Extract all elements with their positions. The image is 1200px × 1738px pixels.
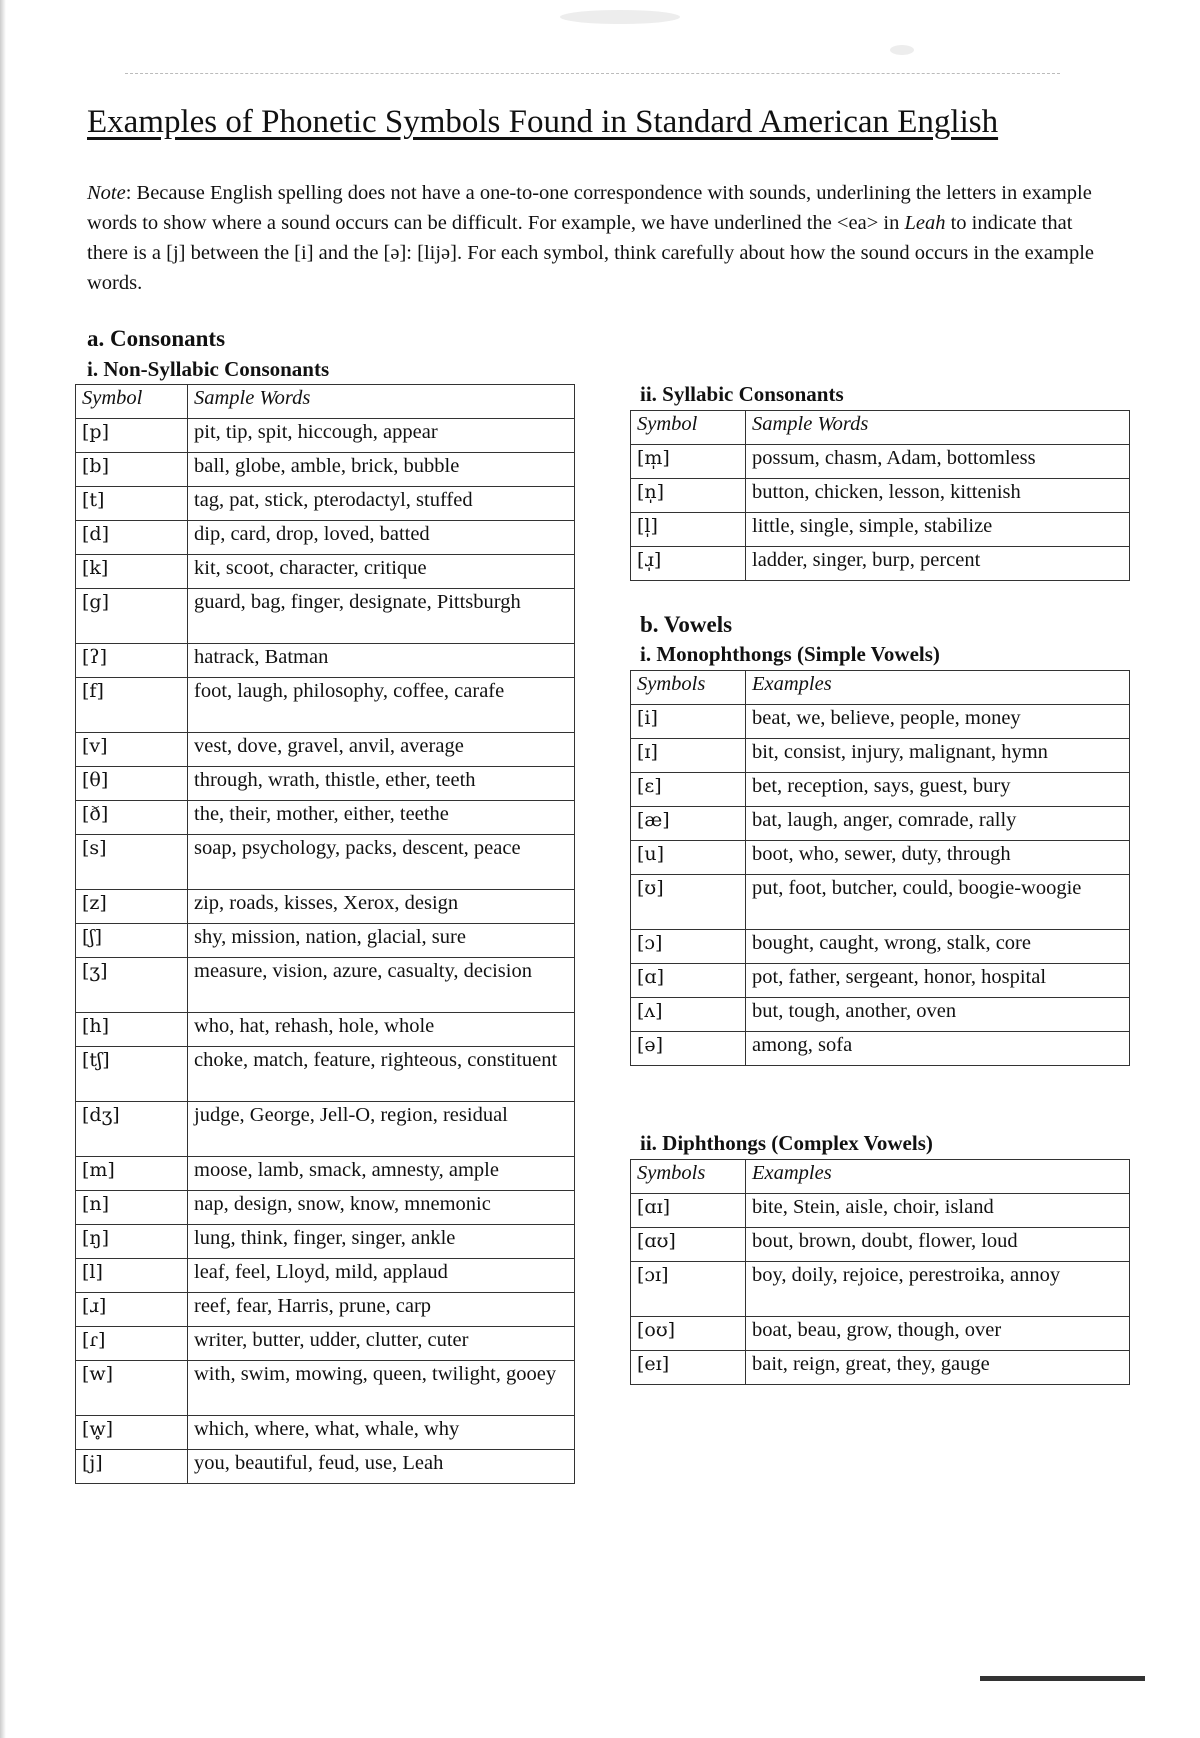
phonetic-symbol: [s] bbox=[76, 835, 188, 890]
column-header-words: Examples bbox=[746, 1160, 1130, 1194]
column-header-symbol: Symbols bbox=[631, 1160, 746, 1194]
phonetic-symbol: [dʒ] bbox=[76, 1102, 188, 1157]
column-header-words: Sample Words bbox=[188, 385, 575, 419]
table-row bbox=[76, 1361, 575, 1416]
table-row bbox=[76, 1416, 575, 1450]
phonetic-symbol: [ɹ] bbox=[76, 1293, 188, 1327]
phonetic-symbol: [ʌ] bbox=[631, 998, 746, 1032]
monophthongs-heading: i. Monophthongs (Simple Vowels) bbox=[640, 642, 940, 666]
table-row bbox=[76, 1327, 575, 1361]
scan-speck bbox=[890, 45, 914, 55]
phonetic-symbol: [l̩] bbox=[631, 513, 746, 547]
table-row bbox=[76, 1259, 575, 1293]
phonetic-symbol: [v] bbox=[76, 733, 188, 767]
phonetic-symbol: [ə] bbox=[631, 1032, 746, 1066]
sample-words: foot, laugh, philosophy, coffee, carafe bbox=[188, 678, 575, 733]
sample-words: leaf, feel, Lloyd, mild, applaud bbox=[188, 1259, 575, 1293]
sample-words: beat, we, believe, people, money bbox=[746, 705, 1130, 739]
phonetic-symbol: [l] bbox=[76, 1259, 188, 1293]
sample-words: bout, brown, doubt, flower, loud bbox=[746, 1228, 1130, 1262]
sample-words: lung, think, finger, singer, ankle bbox=[188, 1225, 575, 1259]
table-row bbox=[631, 705, 1130, 739]
diphthongs-heading: ii. Diphthongs (Complex Vowels) bbox=[640, 1131, 933, 1155]
sample-words: ladder, singer, burp, percent bbox=[746, 547, 1130, 581]
table-row bbox=[631, 479, 1130, 513]
sample-words: possum, chasm, Adam, bottomless bbox=[746, 445, 1130, 479]
syllabic-table bbox=[630, 410, 1130, 581]
sample-words: zip, roads, kisses, Xerox, design bbox=[188, 890, 575, 924]
sample-words: nap, design, snow, know, mnemonic bbox=[188, 1191, 575, 1225]
monophthongs-table bbox=[630, 670, 1130, 1066]
phonetic-symbol: [ɛ] bbox=[631, 773, 746, 807]
table-row bbox=[76, 767, 575, 801]
phonetic-symbol: [θ] bbox=[76, 767, 188, 801]
table-row bbox=[631, 998, 1130, 1032]
header-rule bbox=[125, 73, 1060, 74]
sample-words: with, swim, mowing, queen, twilight, gooey bbox=[188, 1361, 575, 1416]
note-word: Leah bbox=[904, 212, 946, 234]
non-syllabic-heading: i. Non-Syllabic Consonants bbox=[87, 357, 330, 381]
table-row bbox=[76, 419, 575, 453]
phonetic-symbol: [j] bbox=[76, 1450, 188, 1484]
table-row bbox=[76, 1225, 575, 1259]
sample-words: bat, laugh, anger, comrade, rally bbox=[746, 807, 1130, 841]
sample-words: pit, tip, spit, hiccough, appear bbox=[188, 419, 575, 453]
sample-words: choke, match, feature, righteous, constituent bbox=[188, 1047, 575, 1102]
table-row bbox=[76, 1450, 575, 1484]
phonetic-symbol: [æ] bbox=[631, 807, 746, 841]
table-row bbox=[76, 1047, 575, 1102]
phonetic-symbol: [ɑ] bbox=[631, 964, 746, 998]
table-row bbox=[76, 453, 575, 487]
sample-words: hatrack, Batman bbox=[188, 644, 575, 678]
table-row bbox=[76, 1157, 575, 1191]
table-row bbox=[631, 964, 1130, 998]
phonetic-symbol: [f] bbox=[76, 678, 188, 733]
phonetic-symbol: [ɪ] bbox=[631, 739, 746, 773]
sample-words: bait, reign, great, they, gauge bbox=[746, 1351, 1130, 1385]
table-row bbox=[631, 513, 1130, 547]
table-row bbox=[631, 1317, 1130, 1351]
sample-words: bit, consist, injury, malignant, hymn bbox=[746, 739, 1130, 773]
phonetic-symbol: [ɾ] bbox=[76, 1327, 188, 1361]
table-row bbox=[631, 841, 1130, 875]
phonetic-symbol: [ʔ] bbox=[76, 644, 188, 678]
sample-words: shy, mission, nation, glacial, sure bbox=[188, 924, 575, 958]
sample-words: dip, card, drop, loved, batted bbox=[188, 521, 575, 555]
sample-words: through, wrath, thistle, ether, teeth bbox=[188, 767, 575, 801]
sample-words: you, beautiful, feud, use, Leah bbox=[188, 1450, 575, 1484]
syllabic-heading: ii. Syllabic Consonants bbox=[640, 382, 844, 406]
table-row bbox=[76, 1102, 575, 1157]
phonetic-symbol: [w] bbox=[76, 1361, 188, 1416]
page-title: Examples of Phonetic Symbols Found in Standard American English bbox=[87, 104, 999, 140]
table-row bbox=[76, 890, 575, 924]
note-text-2: to indicate that there is a [j] between the [i] and the [ə]: [lijə]. For each symbol, think carefully about how the sound occurs in the example words. bbox=[87, 212, 1095, 294]
table-row bbox=[631, 1228, 1130, 1262]
phonetic-symbol: [i] bbox=[631, 705, 746, 739]
table-row bbox=[76, 924, 575, 958]
phonetic-symbol: [tʃ] bbox=[76, 1047, 188, 1102]
phonetic-symbol: [h] bbox=[76, 1013, 188, 1047]
table-row bbox=[631, 930, 1130, 964]
table-row bbox=[631, 739, 1130, 773]
non-syllabic-table bbox=[75, 384, 575, 1484]
note-text-1: : Because English spelling does not have a one-to-one correspondence with sounds, underlining the letters in example words to show where a sound occurs can be difficult. For example, we have underlined the <ea> in bbox=[87, 182, 1092, 234]
note-paragraph bbox=[87, 178, 1117, 298]
phonetic-symbol: [k] bbox=[76, 555, 188, 589]
phonetic-symbol: [w̥] bbox=[76, 1416, 188, 1450]
table-row bbox=[76, 1191, 575, 1225]
note-label: Note bbox=[87, 182, 126, 204]
table-row bbox=[76, 835, 575, 890]
phonetic-symbol: [oʊ] bbox=[631, 1317, 746, 1351]
sample-words: writer, butter, udder, clutter, cuter bbox=[188, 1327, 575, 1361]
sample-words: little, single, simple, stabilize bbox=[746, 513, 1130, 547]
sample-words: boat, beau, grow, though, over bbox=[746, 1317, 1130, 1351]
phonetic-symbol: [p] bbox=[76, 419, 188, 453]
table-row bbox=[76, 733, 575, 767]
phonetic-symbol: [n] bbox=[76, 1191, 188, 1225]
sample-words: boy, doily, rejoice, perestroika, annoy bbox=[746, 1262, 1130, 1317]
phonetic-symbol: [m] bbox=[76, 1157, 188, 1191]
table-row bbox=[76, 521, 575, 555]
table-row bbox=[76, 589, 575, 644]
sample-words: put, foot, butcher, could, boogie-woogie bbox=[746, 875, 1130, 930]
phonetic-symbol: [ɔɪ] bbox=[631, 1262, 746, 1317]
phonetic-symbol: [eɪ] bbox=[631, 1351, 746, 1385]
table-row bbox=[76, 1293, 575, 1327]
sample-words: bet, reception, says, guest, bury bbox=[746, 773, 1130, 807]
phonetic-symbol: [ɑʊ] bbox=[631, 1228, 746, 1262]
sample-words: button, chicken, lesson, kittenish bbox=[746, 479, 1130, 513]
scan-speck bbox=[560, 10, 680, 24]
sample-words: the, their, mother, either, teethe bbox=[188, 801, 575, 835]
sample-words: vest, dove, gravel, anvil, average bbox=[188, 733, 575, 767]
table-row bbox=[631, 1351, 1130, 1385]
phonetic-symbol: [ɑɪ] bbox=[631, 1194, 746, 1228]
sample-words: which, where, what, whale, why bbox=[188, 1416, 575, 1450]
table-row bbox=[76, 801, 575, 835]
sample-words: bite, Stein, aisle, choir, island bbox=[746, 1194, 1130, 1228]
sample-words: guard, bag, finger, designate, Pittsburgh bbox=[188, 589, 575, 644]
scan-edge-shadow bbox=[0, 0, 6, 1738]
sample-words: pot, father, sergeant, honor, hospital bbox=[746, 964, 1130, 998]
phonetic-symbol: [t] bbox=[76, 487, 188, 521]
phonetic-symbol: [ɹ̩] bbox=[631, 547, 746, 581]
sample-words: measure, vision, azure, casualty, decision bbox=[188, 958, 575, 1013]
table-row bbox=[631, 547, 1130, 581]
sample-words: among, sofa bbox=[746, 1032, 1130, 1066]
table-row bbox=[76, 555, 575, 589]
phonetic-symbol: [ŋ] bbox=[76, 1225, 188, 1259]
sample-words: soap, psychology, packs, descent, peace bbox=[188, 835, 575, 890]
table-row bbox=[76, 1013, 575, 1047]
scan-edge-mark bbox=[980, 1676, 1145, 1681]
vowels-heading: b. Vowels bbox=[640, 612, 733, 637]
column-header-symbol: Symbols bbox=[631, 671, 746, 705]
phonetic-symbol: [u] bbox=[631, 841, 746, 875]
sample-words: kit, scoot, character, critique bbox=[188, 555, 575, 589]
diphthongs-table bbox=[630, 1159, 1130, 1385]
sample-words: tag, pat, stick, pterodactyl, stuffed bbox=[188, 487, 575, 521]
column-header-words: Sample Words bbox=[746, 411, 1130, 445]
column-header-symbol: Symbol bbox=[631, 411, 746, 445]
consonants-heading: a. Consonants bbox=[87, 326, 226, 351]
phonetic-symbol: [ʒ] bbox=[76, 958, 188, 1013]
sample-words: but, tough, another, oven bbox=[746, 998, 1130, 1032]
table-row bbox=[76, 644, 575, 678]
phonetic-symbol: [ɔ] bbox=[631, 930, 746, 964]
table-row bbox=[631, 1262, 1130, 1317]
column-header-symbol: Symbol bbox=[76, 385, 188, 419]
table-row bbox=[631, 1032, 1130, 1066]
phonetic-symbol: [b] bbox=[76, 453, 188, 487]
table-row bbox=[631, 875, 1130, 930]
sample-words: reef, fear, Harris, prune, carp bbox=[188, 1293, 575, 1327]
sample-words: boot, who, sewer, duty, through bbox=[746, 841, 1130, 875]
sample-words: judge, George, Jell-O, region, residual bbox=[188, 1102, 575, 1157]
phonetic-symbol: [m̩] bbox=[631, 445, 746, 479]
table-row bbox=[631, 1194, 1130, 1228]
sample-words: ball, globe, amble, brick, bubble bbox=[188, 453, 575, 487]
table-row bbox=[76, 958, 575, 1013]
phonetic-symbol: [d] bbox=[76, 521, 188, 555]
phonetic-symbol: [ʃ] bbox=[76, 924, 188, 958]
table-row bbox=[631, 807, 1130, 841]
phonetic-symbol: [n̩] bbox=[631, 479, 746, 513]
phonetic-symbol: [ʊ] bbox=[631, 875, 746, 930]
phonetic-symbol: [z] bbox=[76, 890, 188, 924]
table-row bbox=[76, 487, 575, 521]
column-header-words: Examples bbox=[746, 671, 1130, 705]
sample-words: moose, lamb, smack, amnesty, ample bbox=[188, 1157, 575, 1191]
sample-words: who, hat, rehash, hole, whole bbox=[188, 1013, 575, 1047]
table-row bbox=[631, 445, 1130, 479]
phonetic-symbol: [ð] bbox=[76, 801, 188, 835]
phonetic-symbol: [g] bbox=[76, 589, 188, 644]
table-row bbox=[631, 773, 1130, 807]
table-row bbox=[76, 678, 575, 733]
sample-words: bought, caught, wrong, stalk, core bbox=[746, 930, 1130, 964]
